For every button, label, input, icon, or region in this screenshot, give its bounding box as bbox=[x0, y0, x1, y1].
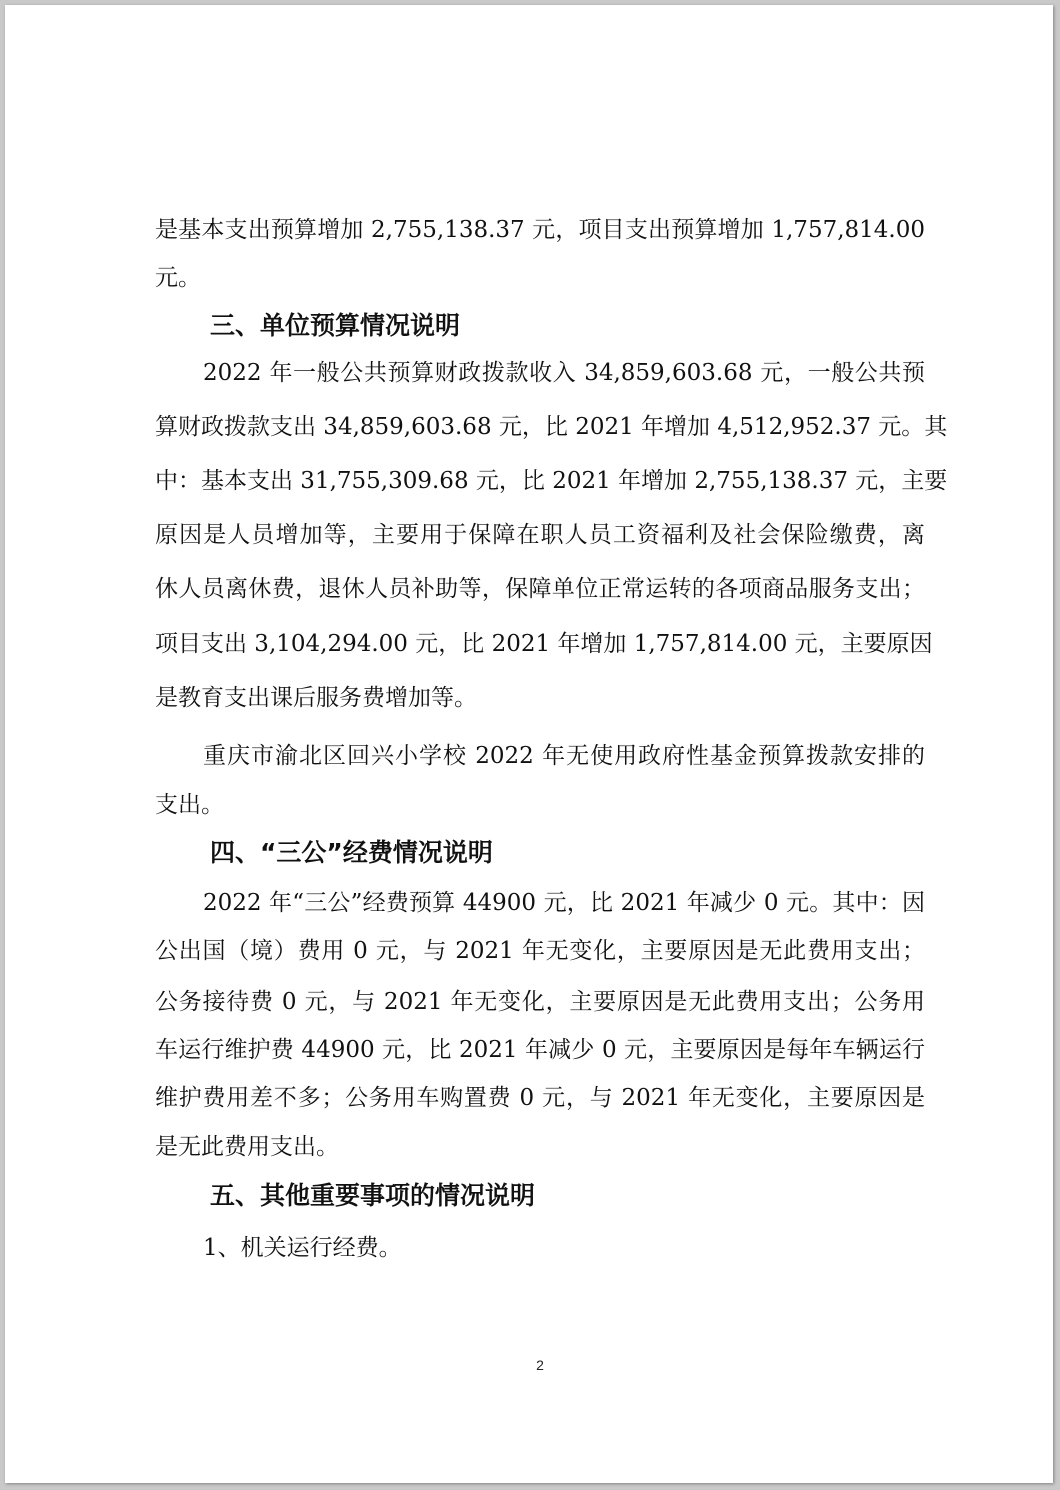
paragraph-line: 公务接待费 0 元，与 2021 年无变化，主要原因是无此费用支出；公务用 bbox=[155, 989, 925, 1015]
paragraph-line: 是无此费用支出。 bbox=[155, 1134, 339, 1160]
paragraph-line: 2022 年一般公共预算财政拨款收入 34,859,603.68 元，一般公共预 bbox=[203, 360, 925, 386]
paragraph-line: 车运行维护费 44900 元，比 2021 年减少 0 元，主要原因是每年车辆运行 bbox=[155, 1037, 925, 1063]
paragraph-line: 是基本支出预算增加 2,755,138.37 元，项目支出预算增加 1,757,814.00 bbox=[155, 217, 925, 243]
section-4-heading: 四、“三公”经费情况说明 bbox=[210, 838, 493, 867]
document-page bbox=[5, 5, 1053, 1483]
paragraph-line: 原因是人员增加等，主要用于保障在职人员工资福利及社会保险缴费，离 bbox=[155, 522, 925, 548]
page-number: 2 bbox=[536, 1357, 544, 1373]
paragraph-line: 公出国（境）费用 0 元，与 2021 年无变化，主要原因是无此费用支出； bbox=[155, 938, 925, 964]
paragraph-line: 是教育支出课后服务费增加等。 bbox=[155, 685, 477, 711]
paragraph-line: 项目支出 3,104,294.00 元，比 2021 年增加 1,757,814.00 元，主要原因 bbox=[155, 631, 933, 657]
list-item: 1、机关运行经费。 bbox=[203, 1235, 402, 1261]
paragraph-line: 算财政拨款支出 34,859,603.68 元，比 2021 年增加 4,512,952.37 元。其 bbox=[155, 414, 948, 440]
section-3-heading: 三、单位预算情况说明 bbox=[210, 311, 461, 340]
paragraph-line: 休人员离休费，退休人员补助等，保障单位正常运转的各项商品服务支出； bbox=[155, 576, 925, 602]
section-5-heading: 五、其他重要事项的情况说明 bbox=[210, 1181, 536, 1210]
paragraph-line: 2022 年“三公”经费预算 44900 元，比 2021 年减少 0 元。其中：因 bbox=[203, 890, 925, 916]
paragraph-line: 重庆市渝北区回兴小学校 2022 年无使用政府性基金预算拨款安排的 bbox=[203, 743, 925, 769]
paragraph-line: 维护费用差不多；公务用车购置费 0 元，与 2021 年无变化，主要原因是 bbox=[155, 1085, 925, 1111]
paragraph-line: 支出。 bbox=[155, 792, 224, 818]
paragraph-line: 元。 bbox=[155, 265, 201, 291]
paragraph-line: 中：基本支出 31,755,309.68 元，比 2021 年增加 2,755,138.37 元，主要 bbox=[155, 468, 948, 494]
